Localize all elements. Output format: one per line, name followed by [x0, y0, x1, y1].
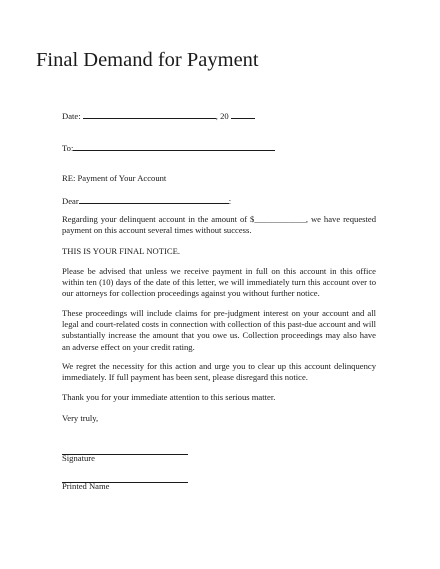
closing: Very truly,	[62, 413, 99, 423]
to-line	[62, 142, 275, 154]
dear-blank[interactable]	[79, 195, 232, 206]
paragraph-regret: We regret the necessity for this action and urge you to clear up this account delinquency immediately. If full payment has been sent, please disregard this notice.	[62, 361, 376, 383]
paragraph-advisement: Please be advised that unless we receive payment in full on this account in this office within ten (10) days of the date of this letter, we will immediately turn this account over to our attorneys for collection proceedings against you without further notice.	[62, 266, 376, 299]
signature-label: Signature	[62, 453, 95, 463]
final-notice: THIS IS YOUR FINAL NOTICE.	[62, 246, 180, 256]
date-blank[interactable]	[83, 110, 216, 119]
dear-suffix: :	[228, 196, 232, 206]
dear-line	[62, 195, 231, 207]
thank-you-line: Thank you for your immediate attention to this serious matter.	[62, 392, 276, 402]
printed-name-label: Printed Name	[62, 481, 110, 491]
paragraph-proceedings: These proceedings will include claims for pre-judgment interest on your account and all legal and court-related costs in connection with collection of this past-due account and will substantially increase the amount that you owe us. Collection proceedings may also have an adverse effect on your credit rating.	[62, 308, 376, 352]
to-label: To:	[62, 143, 74, 153]
date-year-prefix: , 20	[215, 111, 231, 121]
to-blank[interactable]	[73, 142, 275, 151]
date-line	[62, 110, 255, 122]
page-title: Final Demand for Payment	[36, 49, 259, 71]
date-label: Date:	[62, 111, 83, 121]
year-blank[interactable]	[231, 110, 255, 119]
paragraph-delinquent: Regarding your delinquent account in the amount of $____________, we have requested payment on this account several times without success.	[62, 214, 376, 236]
dear-label: Dear	[62, 196, 79, 206]
re-line: RE: Payment of Your Account	[62, 173, 167, 183]
